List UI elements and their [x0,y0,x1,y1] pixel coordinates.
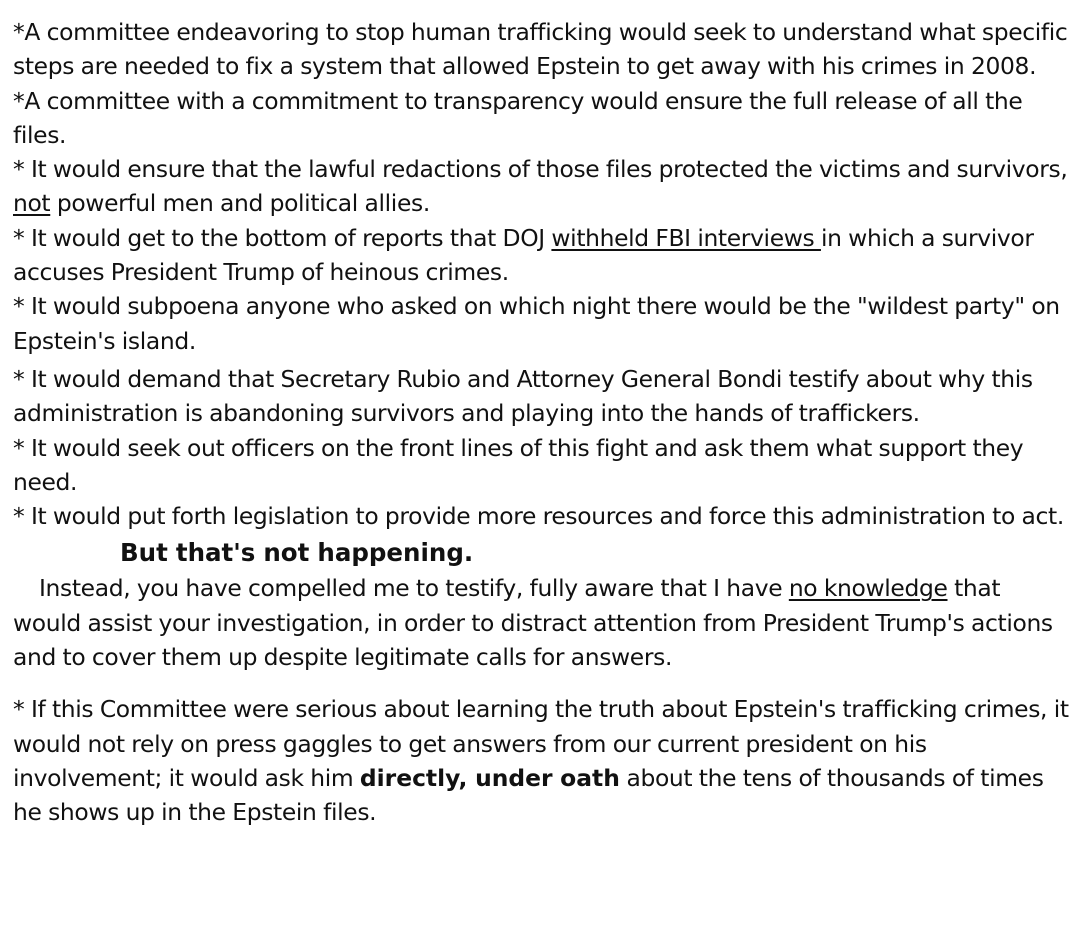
bullet-text: It would ensure that the lawful redactions of those files protected the victims and survivors, [24,155,1068,184]
instead-paragraph [13,571,1071,674]
bullet-paragraph-7 [13,431,1071,500]
section-heading: But that's not happening. [120,538,474,568]
bold-emphasis: directly, under oath [359,763,620,792]
bullet-text: It would put forth legislation to provide more resources and force this administration to act. [24,502,1064,531]
bullet-text: A committee with a commitment to transparency would ensure the full release of all the files. [13,86,1023,149]
paragraph-text: If this Committee were serious about learning the truth about Epstein's trafficking crimes, it would not rely on press gaggles to get answers from our current president on his involvement; it would ask him [13,695,1069,792]
bullet-asterisk: * [13,695,25,724]
bullet-text-continued: powerful men and political allies. [50,189,430,218]
underlined-emphasis: not [13,189,51,218]
bullet-text: A committee endeavoring to stop human trafficking would seek to understand what specific steps are needed to fix a system that allowed Epstein to get away with his crimes in 2008. [13,18,1068,81]
bullet-text: It would subpoena anyone who asked on which night there would be the "wildest party" on Epstein's island. [13,292,1060,355]
bullet-asterisk: * [13,155,25,184]
bullet-asterisk: * [13,223,25,252]
bullet-paragraph-4 [13,221,1071,290]
bullet-text: It would get to the bottom of reports that DOJ [24,223,552,252]
bullet-paragraph-2 [13,84,1071,153]
bullet-asterisk: * [13,433,25,462]
bullet-paragraph-8 [13,499,1071,533]
statement-document [13,15,1071,830]
closing-paragraph [13,692,1071,829]
bullet-asterisk: * [13,364,25,393]
bullet-paragraph-6 [13,362,1071,431]
bullet-paragraph-3 [13,152,1071,221]
withheld-fbi-interviews-link[interactable]: withheld FBI interviews [551,223,821,252]
underlined-emphasis: no knowledge [788,574,948,603]
paragraph-text-continued: that would assist your investigation, in order to distract attention from President Trump's actions and to cover them up despite legitimate calls for answers. [13,574,1053,672]
bullet-asterisk: * [13,18,25,46]
bullet-asterisk: * [13,292,25,321]
bullet-asterisk: * [13,502,25,531]
bullet-paragraph-5 [13,289,1071,358]
bullet-text: It would seek out officers on the front lines of this fight and ask them what support they need. [13,433,1024,496]
paragraph-text: Instead, you have compelled me to testify, fully aware that I have [39,574,789,603]
bullet-asterisk: * [13,86,25,115]
bullet-text-continued: in which a survivor accuses President Trump of heinous crimes. [13,223,1034,287]
bullet-paragraph-1 [13,15,1071,84]
bullet-text: It would demand that Secretary Rubio and Attorney General Bondi testify about why this administration is abandoning survivors and playing into the hands of traffickers. [13,364,1033,428]
paragraph-text-continued: about the tens of thousands of times he shows up in the Epstein files. [13,763,1044,827]
